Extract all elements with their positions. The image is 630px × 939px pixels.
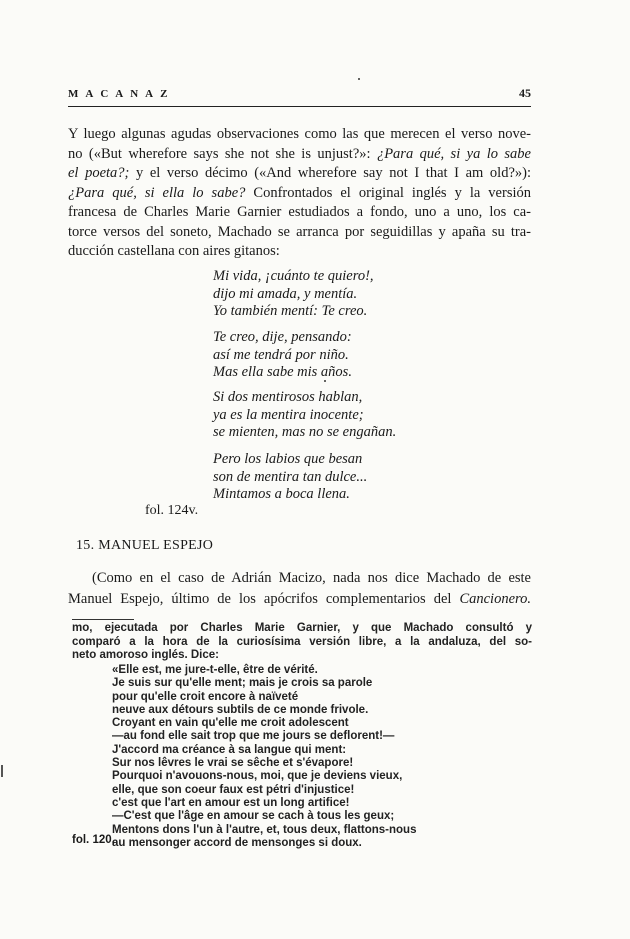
quote-line: J'accord ma créance à sa langue qui ment: — [112, 743, 347, 756]
poem-line: Pero los labios que besan — [213, 451, 363, 467]
paragraph-section — [68, 568, 531, 610]
footnote-folio: fol. 120. — [72, 834, 115, 846]
paragraph-intro — [68, 125, 531, 262]
footnote-line: mo, ejecutada por Charles Marie Garnier, y que Machado consultó y — [72, 622, 532, 634]
quote-line: Croyant en vain qu'elle me croit adolescent — [112, 717, 349, 730]
quote-line: Pourquoi n'avouons-nous, moi, que je deviens vieux, — [112, 770, 403, 783]
text-line: ¿Para qué, si ella lo sabe? Confrontados el original inglés y la versión — [68, 184, 531, 201]
poem-stanza-4 — [213, 451, 367, 504]
text-line: ducción castellana con aires gitanos: — [68, 243, 280, 259]
quote-line: Mentons dons l'un à l'autre, et, tous deux, flattons-nous — [112, 823, 417, 836]
poem-line: Mi vida, ¡cuánto te quiero!, — [213, 268, 374, 284]
page-number: 45 — [519, 86, 531, 100]
poem-line: Mas ella sabe mis años. — [213, 364, 352, 380]
poem-line: Te creo, dije, pensando: — [213, 329, 352, 345]
text-line: el poeta?; y el verso décimo («And wherefore say not I that I am old?»): — [68, 165, 531, 181]
poem-line: dijo mi amada, y mentía. — [213, 285, 358, 302]
quote-line: Sur nos lêvres le vrai se sêche et s'évapore! — [112, 757, 354, 770]
print-speck — [358, 78, 360, 80]
text-line: torce versos del soneto, Machado se arranca por seguidillas y apaña su tra- — [68, 223, 531, 240]
poem-line: se mienten, mas no se engañan. — [213, 424, 397, 440]
poem-stanza-3 — [213, 389, 396, 442]
poem-line: Yo también mentí: Te creo. — [213, 303, 368, 319]
section-title: 15. MANUEL ESPEJO — [76, 538, 214, 553]
footnote — [72, 622, 532, 663]
poem-stanza-2 — [213, 329, 352, 382]
quote-line: neuve aux détours subtils de ce monde frivole. — [112, 703, 369, 716]
margin-mark — [1, 765, 3, 777]
poem-stanza-1 — [213, 268, 374, 321]
running-title: MACANAZ — [68, 88, 175, 100]
footnote-line: neto amoroso inglés. Dice: — [72, 649, 219, 661]
poem-line: así me tendrá por niño. — [213, 346, 349, 363]
quote-line: au mensonger accord de mensonges si doux. — [112, 836, 362, 849]
poem-line: Mintamos a boca llena. — [213, 486, 350, 502]
quote-line: elle, que son coeur faux est pétri d'injustice! — [112, 783, 355, 796]
text-line: (Como en el caso de Adrián Macizo, nada nos dice Machado de este — [92, 570, 531, 586]
text-line: Manuel Espejo, último de los apócrifos complementarios del Cancionero. — [68, 591, 531, 607]
quote-line: c'est que l'art en amour est un long artifice! — [112, 796, 350, 809]
quote-line: Je suis sur qu'elle ment; mais je crois sa parole — [112, 677, 373, 690]
french-quotation — [112, 664, 416, 850]
poem-line: Si dos mentirosos hablan, — [213, 389, 363, 405]
footnote-divider — [72, 619, 134, 620]
poem-line: ya es la mentira inocente; — [213, 406, 364, 423]
folio-reference: fol. 124v. — [145, 503, 199, 518]
page-header — [68, 86, 531, 107]
poem-line: son de mentira tan dulce... — [213, 468, 368, 485]
quote-line: —C'est que l'âge en amour se cach à tous les geux; — [112, 810, 395, 823]
footnote-line: comparó a la hora de la curiosísima versión libre, a la andaluza, del so- — [72, 635, 532, 648]
quote-line: —au fond elle sait trop que me jours se deflorent!— — [112, 730, 395, 743]
text-line: francesa de Charles Marie Garnier estudiados a fondo, uno a uno, los ca- — [68, 204, 531, 220]
quote-line: «Elle est, me jure-t-elle, être de vérité. — [112, 664, 318, 676]
text-line: Y luego algunas agudas observaciones como las que merecen el verso nove- — [68, 126, 531, 142]
quote-line: pour qu'elle croit encore à naïveté — [112, 690, 299, 703]
text-line: no («But wherefore says she not she is unjust?»: ¿Para qué, si ya lo sabe — [68, 145, 531, 162]
